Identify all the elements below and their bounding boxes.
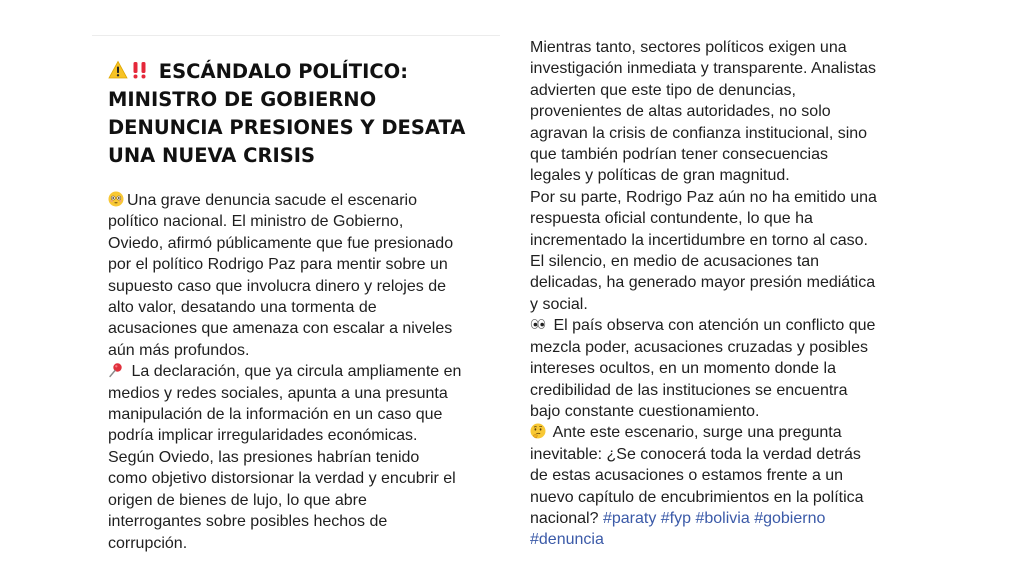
paragraph-5-text: El silencio, en medio de acusaciones tan delicadas, ha generado mayor presión mediática y social. xyxy=(530,253,876,313)
top-divider xyxy=(92,35,500,36)
hashtag-link[interactable]: #fyp xyxy=(660,509,692,527)
paragraph-2-text: La declaración, que ya circula ampliamente en medios y redes sociales, apunta a una presunta manipulación de la información en un caso que podría implicar irregularidades económicas. Según Oviedo, las presiones habrían tenido como objetivo distorsionar la verdad y encubrir el origen de bienes de lujo, lo que abre interrogantes sobre posibles hechos de corrupción. xyxy=(108,363,462,552)
paragraph-2 xyxy=(108,361,500,554)
double-exclamation-icon xyxy=(130,60,150,80)
hashtag-link[interactable]: #paraty xyxy=(602,509,657,527)
paragraph-4 xyxy=(530,187,910,251)
hashtag-link[interactable]: #bolivia xyxy=(695,509,750,527)
left-column xyxy=(108,58,500,554)
right-column xyxy=(530,37,910,551)
warning-icon xyxy=(108,60,128,80)
hashtag-link[interactable]: #gobierno xyxy=(754,509,826,527)
paragraph-4-text: Por su parte, Rodrigo Paz aún no ha emitido una respuesta oficial contundente, lo que ha incrementado la incertidumbre en torno al caso. xyxy=(530,188,877,249)
paragraph-3-text: Mientras tanto, sectores políticos exigen una investigación inmediata y transparente. Analistas advierten que este tipo de denuncias, provenientes de altas autoridades, no solo agravan la crisis de confianza institucional, sino que también podrían tener consecuencias legales y políticas de gran magnitud. xyxy=(530,39,876,185)
thinking-face-icon xyxy=(530,423,546,439)
pushpin-icon xyxy=(108,362,124,378)
post-headline xyxy=(108,58,500,170)
paragraph-7 xyxy=(530,422,910,550)
paragraph-3 xyxy=(530,37,910,187)
paragraph-6-text: El país observa con atención un conflicto que mezcla poder, acusaciones cruzadas y posibles intereses ocultos, en un momento donde la credibilidad de las instituciones se encuentra bajo constante cuestionamiento. xyxy=(530,317,876,420)
headline-text: ESCÁNDALO POLÍTICO: MINISTRO DE GOBIERNO DENUNCIA PRESIONES Y DESATA UNA NUEVA CRISIS xyxy=(108,60,466,167)
flushed-face-icon xyxy=(108,191,124,207)
paragraph-5 xyxy=(530,251,910,315)
paragraph-1 xyxy=(108,190,500,361)
paragraph-7-text: Ante este escenario, surge una pregunta inevitable: ¿Se conocerá toda la verdad detrás de estas acusaciones o estamos frente a un nuevo capítulo de encubrimientos en la política nacional? xyxy=(530,424,864,527)
eyes-icon xyxy=(530,316,546,332)
paragraph-6 xyxy=(530,315,910,422)
paragraph-1-text: Una grave denuncia sacude el escenario político nacional. El ministro de Gobierno, Oviedo, afirmó públicamente que fue presionado por el político Rodrigo Paz para mentir sobre un supuesto caso que involucra dinero y relojes de alto valor, desatando una tormenta de acusaciones que amenaza con escalar a niveles aún más profundos. xyxy=(108,192,454,359)
hashtag-link[interactable]: #denuncia xyxy=(530,531,604,549)
